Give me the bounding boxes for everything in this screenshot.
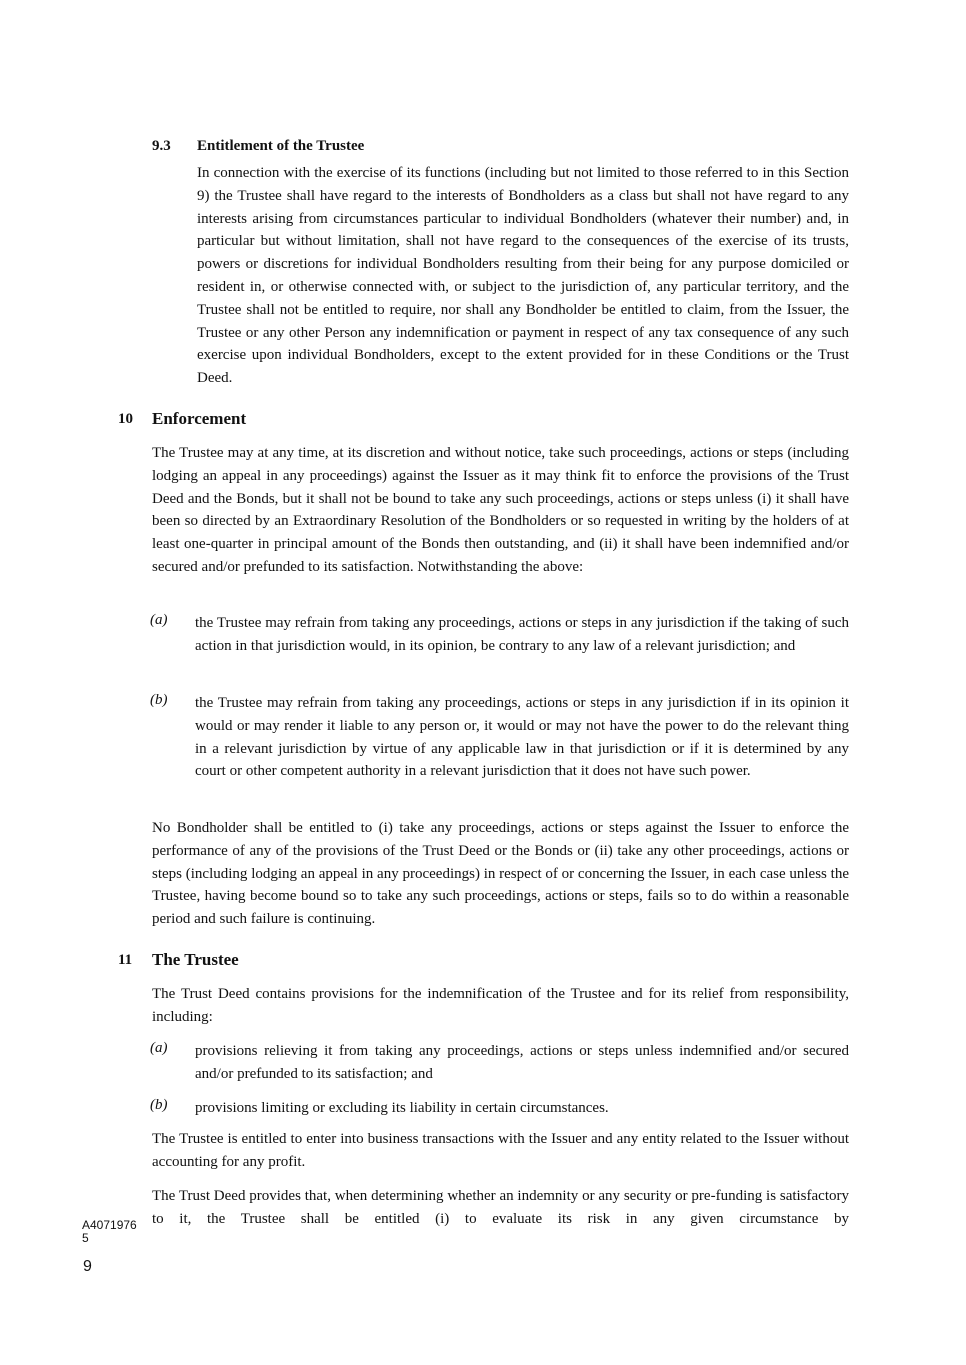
section-11-number: 11 xyxy=(118,952,133,968)
section-11-item-a-label: (a) xyxy=(150,1040,168,1056)
document-reference xyxy=(82,1219,137,1245)
section-10-number: 10 xyxy=(118,411,133,427)
document-reference-line-1: A4071976 xyxy=(82,1218,137,1232)
section-9-3-heading: Entitlement of the Trustee xyxy=(197,138,365,154)
section-11-item-b-label: (b) xyxy=(150,1097,168,1113)
section-10-closing: No Bondholder shall be entitled to (i) take any proceedings, actions or steps against the Issuer to enforce the performance of any of the provisions of the Trust Deed or the Bonds or (ii) take any other proceedings, actions or steps (including lodging an appeal in any proceedings) in respect of or concerning the Issuer, in each case unless the Trustee, having become bound so to take any such proceedings, actions or steps, fails so to do within a reasonable period and such failure is continuing. xyxy=(152,820,849,928)
section-10-item-a-text: the Trustee may refrain from taking any proceedings, actions or steps in any jurisdiction if the taking of such action in that jurisdiction would, in its opinion, be contrary to any law of a relevant jurisdiction; and xyxy=(195,615,849,654)
section-11-intro: The Trust Deed contains provisions for the indemnification of the Trustee and for its relief from responsibility, including: xyxy=(152,986,849,1025)
section-11-paragraph-2: The Trustee is entitled to enter into business transactions with the Issuer and any entity related to the Issuer without accounting for any profit. xyxy=(152,1131,849,1170)
document-reference-line-2: 5 xyxy=(82,1231,89,1245)
section-10-item-b-text: the Trustee may refrain from taking any proceedings, actions or steps in any jurisdiction if in its opinion it would or may render it liable to any person or, it would or may not have the power to do the relevant thing in a relevant jurisdiction by virtue of any applicable law in that jurisdiction or if it is determined by any court or other competent authority in a relevant jurisdiction that it does not have such power. xyxy=(195,695,849,780)
section-11-item-a-text: provisions relieving it from taking any proceedings, actions or steps unless indemnified and/or secured and/or prefunded to its satisfaction; and xyxy=(195,1043,849,1082)
section-11-heading: The Trustee xyxy=(152,950,239,969)
section-10-item-b-label: (b) xyxy=(150,692,168,708)
section-11-paragraph-3: The Trust Deed provides that, when determining whether an indemnity or any security or pre-funding is satisfactory to it, the Trustee shall be entitled (i) to evaluate its risk in any given circumstance by xyxy=(152,1188,849,1227)
section-9-3-number: 9.3 xyxy=(152,138,171,154)
section-10-heading: Enforcement xyxy=(152,409,247,428)
section-11-item-b-text: provisions limiting or excluding its liability in certain circumstances. xyxy=(195,1100,609,1116)
section-10-intro: The Trustee may at any time, at its discretion and without notice, take such proceedings, actions or steps (including lodging an appeal in any proceedings) against the Issuer as it may think fit to enforce the provisions of the Trust Deed and the Bonds, but it shall not be bound to take any such proceedings, actions or steps unless (i) it shall have been so directed by an Extraordinary Resolution of the Bondholders or so requested in writing by the holders of at least one-quarter in principal amount of the Bonds then outstanding, and (ii) it shall have been indemnified and/or secured and/or prefunded to its satisfaction. Notwithstanding the above: xyxy=(152,445,849,575)
section-9-3-body: In connection with the exercise of its functions (including but not limited to those referred to in this Section 9) the Trustee shall have regard to the interests of Bondholders as a class but shall not have regard to any interests arising from circumstances particular to individual Bondholders (whatever their number) and, in particular but without limitation, shall not have regard to the consequences of the exercise of its trusts, powers or discretions for individual Bondholders resulting from their being for any purpose domiciled or resident in, or otherwise connected with, or subject to the jurisdiction of, any particular territory, and the Trustee shall not be entitled to require, nor shall any Bondholder be entitled to claim, from the Issuer, the Trustee or any other Person any indemnification or payment in respect of any tax consequence of any such exercise upon individual Bondholders, except to the extent provided for in these Conditions or the Trust Deed. xyxy=(197,165,849,387)
section-10-item-a-label: (a) xyxy=(150,612,168,628)
page-number: 9 xyxy=(83,1258,92,1275)
